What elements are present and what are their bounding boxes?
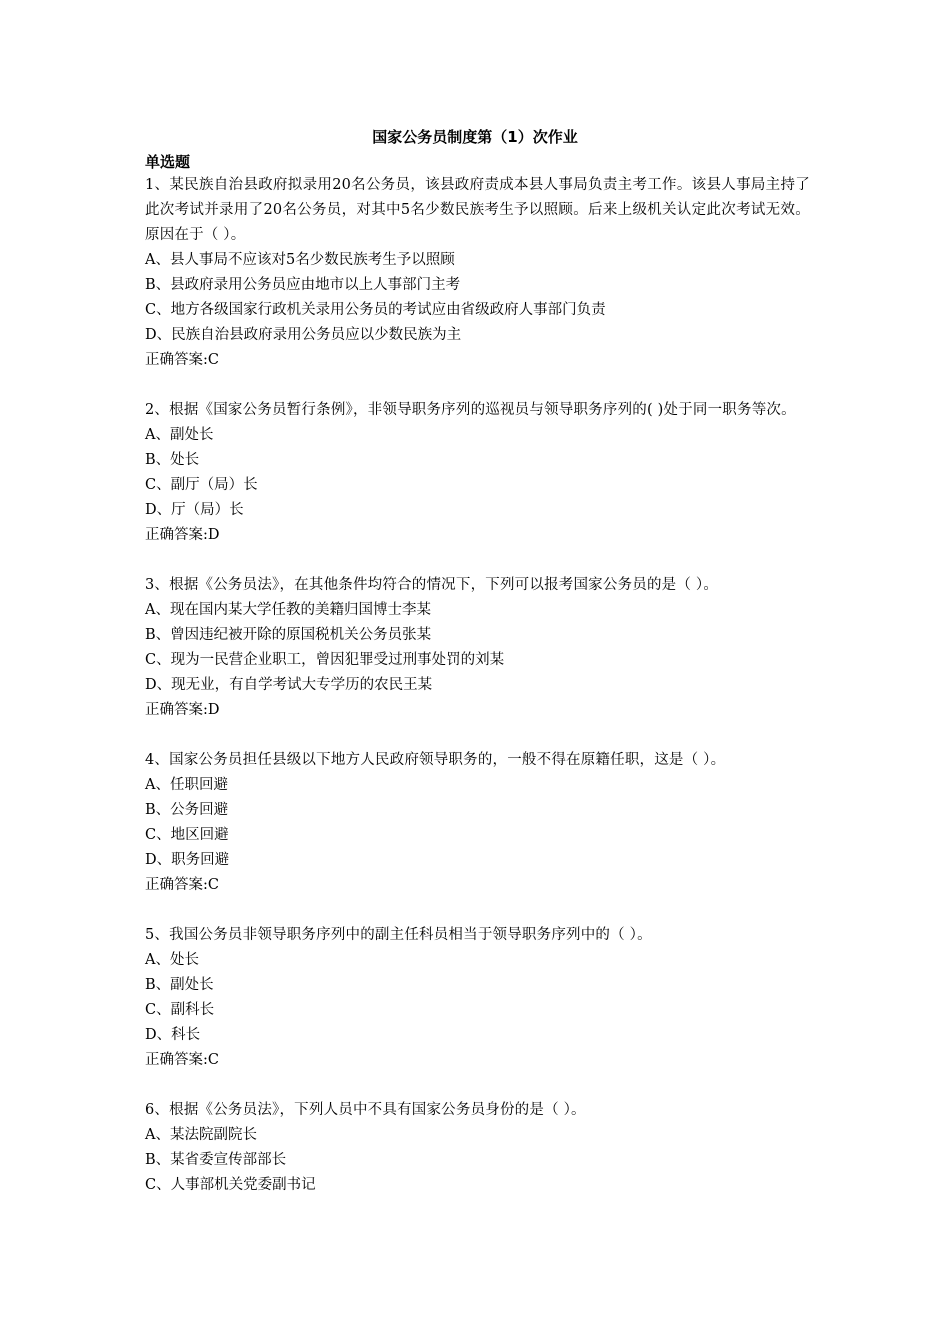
paragraph-gap <box>145 723 810 748</box>
question-stem: 3、根据《公务员法》，在其他条件均符合的情况下，下列可以报考国家公务员的是（ ）。 <box>145 577 719 593</box>
option-b: B、副处长 <box>145 977 214 993</box>
option-d: D、民族自治县政府录用公务员应以少数民族为主 <box>145 327 462 343</box>
option-b: B、曾因违纪被开除的原国税机关公务员张某 <box>145 627 432 643</box>
option-a: A、任职回避 <box>145 777 228 793</box>
paragraph-gap <box>145 373 810 398</box>
question-4 <box>145 748 810 898</box>
option-d: D、科长 <box>145 1027 201 1043</box>
option-c: C、地方各级国家行政机关录用公务员的考试应由省级政府人事部门负责 <box>145 302 606 318</box>
question-5 <box>145 923 810 1073</box>
correct-answer: 正确答案:D <box>145 527 220 543</box>
question-stem: 6、根据《公务员法》，下列人员中不具有国家公务员身份的是（ ）。 <box>145 1102 586 1118</box>
option-d: D、厅（局）长 <box>145 502 244 518</box>
question-stem: 2、根据《国家公务员暂行条例》，非领导职务序列的巡视员与领导职务序列的( )处于同一职务等次。 <box>145 402 796 418</box>
correct-answer: 正确答案:C <box>145 877 219 893</box>
option-d: D、现无业，有自学考试大专学历的农民王某 <box>145 677 433 693</box>
option-c: C、人事部机关党委副书记 <box>145 1177 316 1193</box>
correct-answer: 正确答案:C <box>145 352 219 368</box>
option-b: B、县政府录用公务员应由地市以上人事部门主考 <box>145 277 461 293</box>
option-c: C、现为一民营企业职工，曾因犯罪受过刑事处罚的刘某 <box>145 652 505 668</box>
question-stem: 1、某民族自治县政府拟录用20名公务员，该县政府责成本县人事局负责主考工作。该县人事局主持了此次考试并录用了20名公务员，对其中5名少数民族考生予以照顾。后来上级机关认定此次考试无效。原因在于（ ）。 <box>145 177 810 243</box>
question-3 <box>145 573 810 723</box>
question-stem: 4、国家公务员担任县级以下地方人民政府领导职务的，一般不得在原籍任职，这是（ ）。 <box>145 752 726 768</box>
section-heading: 单选题 <box>145 153 191 171</box>
paragraph-gap <box>145 548 810 573</box>
option-a: A、现在国内某大学任教的美籍归国博士李某 <box>145 602 431 618</box>
option-c: C、地区回避 <box>145 827 229 843</box>
document-title: 国家公务员制度第（1）次作业 <box>372 128 578 146</box>
option-a: A、处长 <box>145 952 199 968</box>
option-a: A、某法院副院长 <box>145 1127 257 1143</box>
option-b: B、处长 <box>145 452 200 468</box>
question-stem: 5、我国公务员非领导职务序列中的副主任科员相当于领导职务序列中的（ ）。 <box>145 927 652 943</box>
option-c: C、副科长 <box>145 1002 215 1018</box>
document-body <box>145 151 810 1198</box>
option-b: B、某省委宣传部部长 <box>145 1152 287 1168</box>
paragraph-gap <box>145 1073 810 1098</box>
option-a: A、副处长 <box>145 427 214 443</box>
question-6 <box>145 1098 810 1198</box>
question-2 <box>145 398 810 548</box>
option-b: B、公务回避 <box>145 802 229 818</box>
option-c: C、副厅（局）长 <box>145 477 258 493</box>
correct-answer: 正确答案:D <box>145 702 220 718</box>
option-a: A、县人事局不应该对5名少数民族考生予以照顾 <box>145 252 455 268</box>
paragraph-gap <box>145 898 810 923</box>
question-1 <box>145 173 810 373</box>
correct-answer: 正确答案:C <box>145 1052 219 1068</box>
option-d: D、职务回避 <box>145 852 230 868</box>
